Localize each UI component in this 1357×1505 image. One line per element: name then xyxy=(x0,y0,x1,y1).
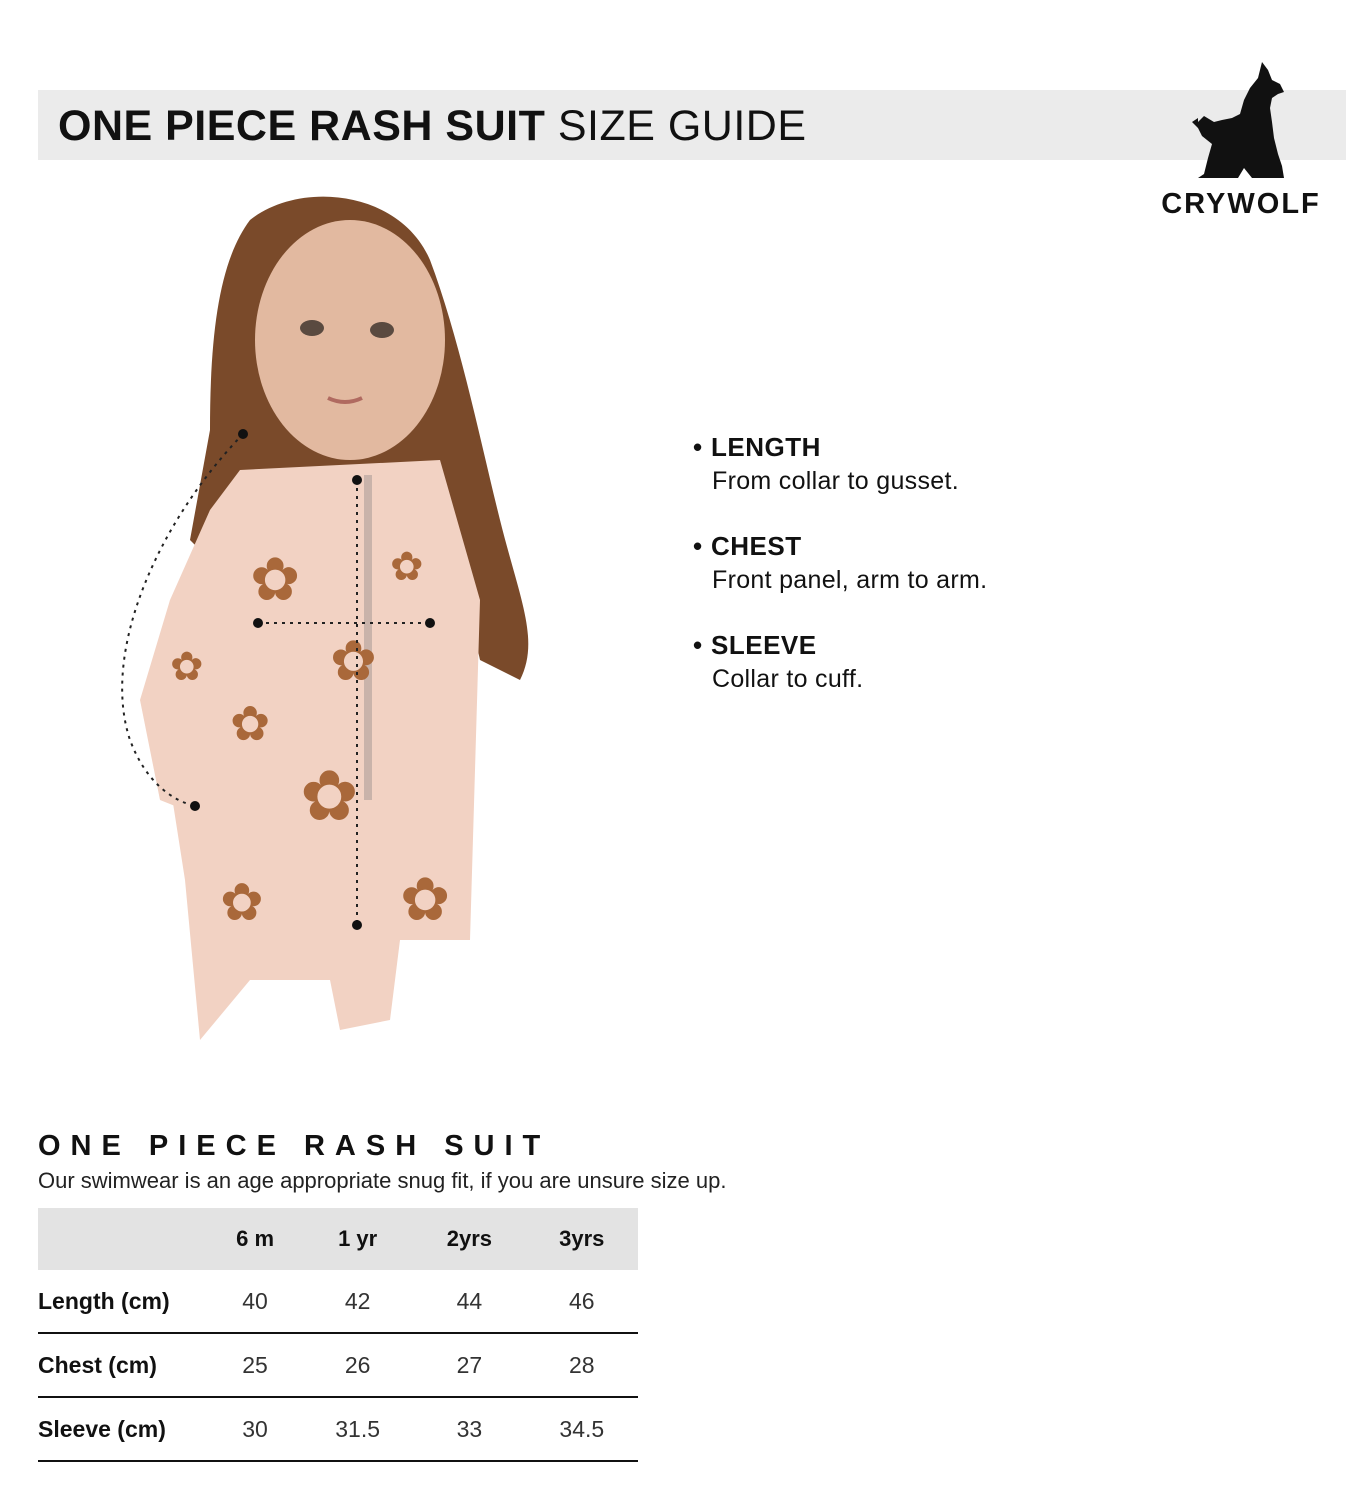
row-label: Sleeve (cm) xyxy=(38,1397,208,1461)
measure-title: LENGTH xyxy=(711,432,821,462)
size-column-header: 6 m xyxy=(208,1208,302,1270)
face-shape xyxy=(255,220,445,460)
table-cell: 33 xyxy=(413,1397,525,1461)
bullet-icon: • xyxy=(693,531,703,561)
title-guide: SIZE GUIDE xyxy=(557,102,807,150)
row-label: Length (cm) xyxy=(38,1270,208,1333)
measure-desc: Front panel, arm to arm. xyxy=(712,566,988,594)
svg-text:✿: ✿ xyxy=(400,865,451,935)
bullet-icon: • xyxy=(693,630,703,660)
svg-text:✿: ✿ xyxy=(220,873,264,933)
page-title xyxy=(58,98,807,154)
measure-length xyxy=(693,430,987,529)
measure-desc: From collar to gusset. xyxy=(712,467,959,495)
table-cell: 44 xyxy=(413,1270,525,1333)
suit-shape xyxy=(140,460,480,1040)
header-empty-cell xyxy=(38,1208,208,1270)
table-cell: 42 xyxy=(302,1270,413,1333)
crywolf-logo xyxy=(1150,58,1332,228)
row-label: Chest (cm) xyxy=(38,1333,208,1397)
table-cell: 26 xyxy=(302,1333,413,1397)
svg-text:✿: ✿ xyxy=(390,544,424,590)
measure-title: CHEST xyxy=(711,531,802,561)
measure-desc: Collar to cuff. xyxy=(712,665,864,693)
svg-text:✿: ✿ xyxy=(250,545,301,615)
size-column-header: 2yrs xyxy=(413,1208,525,1270)
brand-name: CRYWOLF xyxy=(1161,188,1321,220)
table-row xyxy=(38,1397,638,1461)
measurement-list xyxy=(693,430,987,727)
measure-sleeve xyxy=(693,628,987,727)
svg-text:✿: ✿ xyxy=(330,629,377,694)
table-cell: 31.5 xyxy=(302,1397,413,1461)
table-row xyxy=(38,1333,638,1397)
howling-wolf-icon xyxy=(1192,58,1288,180)
measure-title: SLEEVE xyxy=(711,630,817,660)
table-cell: 40 xyxy=(208,1270,302,1333)
measure-chest xyxy=(693,529,987,628)
size-column-header: 1 yr xyxy=(302,1208,413,1270)
table-cell: 28 xyxy=(526,1333,638,1397)
size-section-title: ONE PIECE RASH SUIT xyxy=(38,1130,551,1162)
table-cell: 34.5 xyxy=(526,1397,638,1461)
table-cell: 25 xyxy=(208,1333,302,1397)
size-table-header xyxy=(38,1208,638,1270)
table-cell: 27 xyxy=(413,1333,525,1397)
bullet-icon: • xyxy=(693,432,703,462)
table-row xyxy=(38,1270,638,1333)
svg-text:✿: ✿ xyxy=(170,644,204,690)
title-product: ONE PIECE RASH SUIT xyxy=(58,102,546,150)
table-cell: 30 xyxy=(208,1397,302,1461)
size-table xyxy=(38,1208,638,1462)
table-cell: 46 xyxy=(526,1270,638,1333)
model-photo xyxy=(100,180,540,1060)
svg-text:✿: ✿ xyxy=(300,755,359,837)
size-section-subtitle: Our swimwear is an age appropriate snug fit, if you are unsure size up. xyxy=(38,1168,727,1193)
svg-text:✿: ✿ xyxy=(230,696,271,752)
size-column-header: 3yrs xyxy=(526,1208,638,1270)
